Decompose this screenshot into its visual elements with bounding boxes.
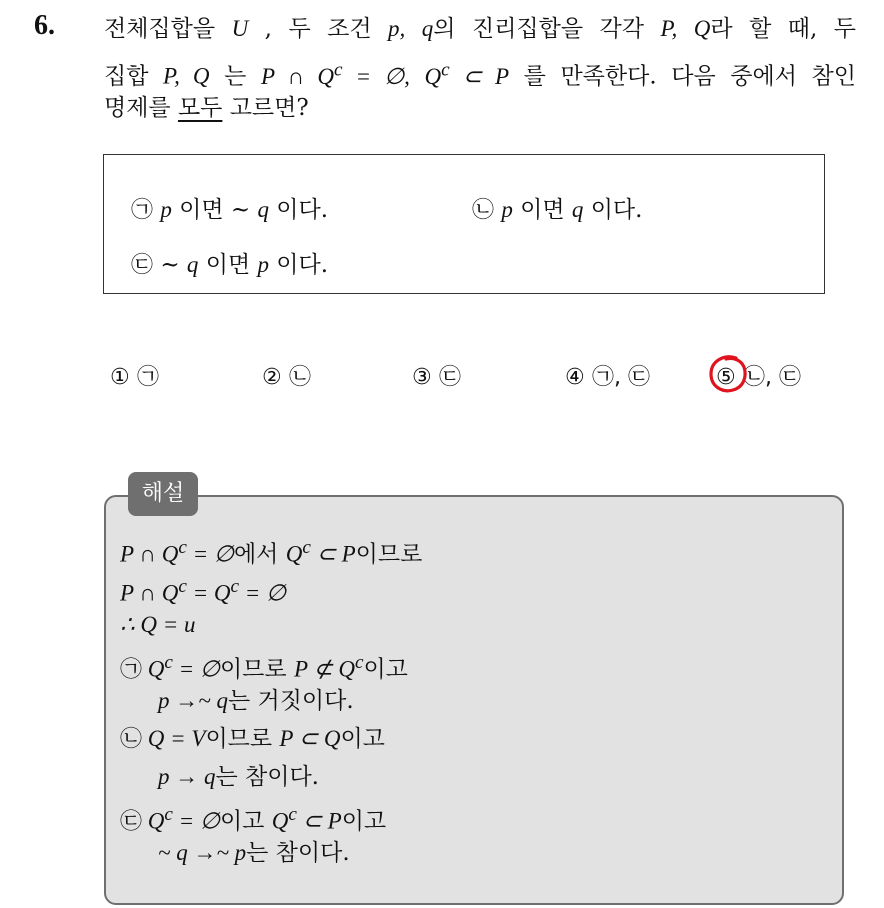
explanation-badge: 해설: [128, 472, 198, 516]
question-text: 라 할 때, 두: [710, 16, 857, 42]
math-vars: P, Q: [163, 63, 210, 89]
marker-b: ㉡: [472, 198, 495, 223]
math-condition-1: P ∩ $Q^c$ = ∅,: [260, 59, 410, 89]
choice-1[interactable]: [110, 362, 159, 393]
emphasis-underline: 모두: [177, 95, 223, 121]
condition-a: ㉠ p 이면 ~ q 이다.: [131, 197, 329, 223]
math-P: P,: [660, 16, 678, 41]
explanation-line: ㉠ $Q^c$ = ∅이므로 P ⊄ $Q^c$이고: [120, 652, 408, 683]
explanation-line: P ∩ $Q^c$ = ∅에서 $Q^c$ ⊂ P이므로: [120, 537, 423, 568]
question-text: 집합: [104, 63, 164, 90]
math-U: U: [231, 16, 249, 41]
math-q: q: [421, 16, 434, 41]
marker-c: ㉢: [120, 809, 143, 835]
math-p: p,: [388, 16, 406, 41]
explanation-line: p →~ q는 거짓이다.: [158, 688, 354, 714]
question-text-line-3: [104, 93, 309, 123]
choice-number: ⑤: [716, 365, 736, 390]
choice-number: ④: [565, 365, 585, 390]
marker-a: ㉠: [120, 657, 143, 683]
question-text: 의 진리집합을 각각: [433, 16, 661, 42]
question-text: 를 만족한다. 다음 중에서 참인: [509, 63, 856, 90]
explanation-line: ~ q →~ p는 참이다.: [158, 840, 350, 866]
question-text: 는: [209, 63, 261, 90]
choice-number: ②: [262, 365, 282, 390]
explanation-line: ∴ Q = u: [120, 612, 196, 637]
choice-label: ㉠: [137, 365, 160, 390]
choice-label: ㉡: [289, 365, 312, 390]
marker-a: ㉠: [131, 198, 154, 223]
answer-circle-mark: [706, 352, 750, 396]
question-text: , 두 조건: [248, 16, 389, 42]
condition-box: [103, 154, 825, 294]
condition-c: ㉢ ~ q 이면 p 이다.: [131, 252, 329, 278]
math-condition-2: $Q^c$ ⊂ P: [424, 59, 510, 89]
math-Q: Q: [693, 16, 711, 41]
explanation-line: ㉢ $Q^c$ = ∅이고 $Q^c$ ⊂ P이고: [120, 804, 387, 835]
choice-2[interactable]: [262, 362, 311, 393]
marker-c: ㉢: [131, 253, 154, 278]
choice-number: ①: [110, 365, 130, 390]
choice-3[interactable]: [412, 362, 461, 393]
question-text: 명제를: [104, 95, 178, 121]
explanation-line: p → q는 참이다.: [158, 764, 319, 790]
question-number: 6.: [34, 10, 55, 41]
condition-b: ㉡ p 이면 q 이다.: [472, 197, 643, 223]
choice-number: ③: [412, 365, 432, 390]
question-text: 고르면?: [222, 95, 309, 121]
choice-4[interactable]: [565, 362, 650, 393]
marker-b: ㉡: [120, 727, 143, 752]
question-text-line-2: [104, 55, 856, 92]
choice-label: ㉡, ㉢: [743, 365, 802, 390]
explanation-line: P ∩ $Q^c = Q^c$ = ∅: [120, 576, 287, 606]
question-text: 전체집합을: [104, 16, 232, 42]
choice-label: ㉢: [439, 365, 462, 390]
choice-label: ㉠, ㉢: [592, 365, 651, 390]
question-text-line-1: [104, 14, 856, 44]
explanation-line: ㉡ Q = V이므로 P ⊂ Q이고: [120, 726, 385, 752]
